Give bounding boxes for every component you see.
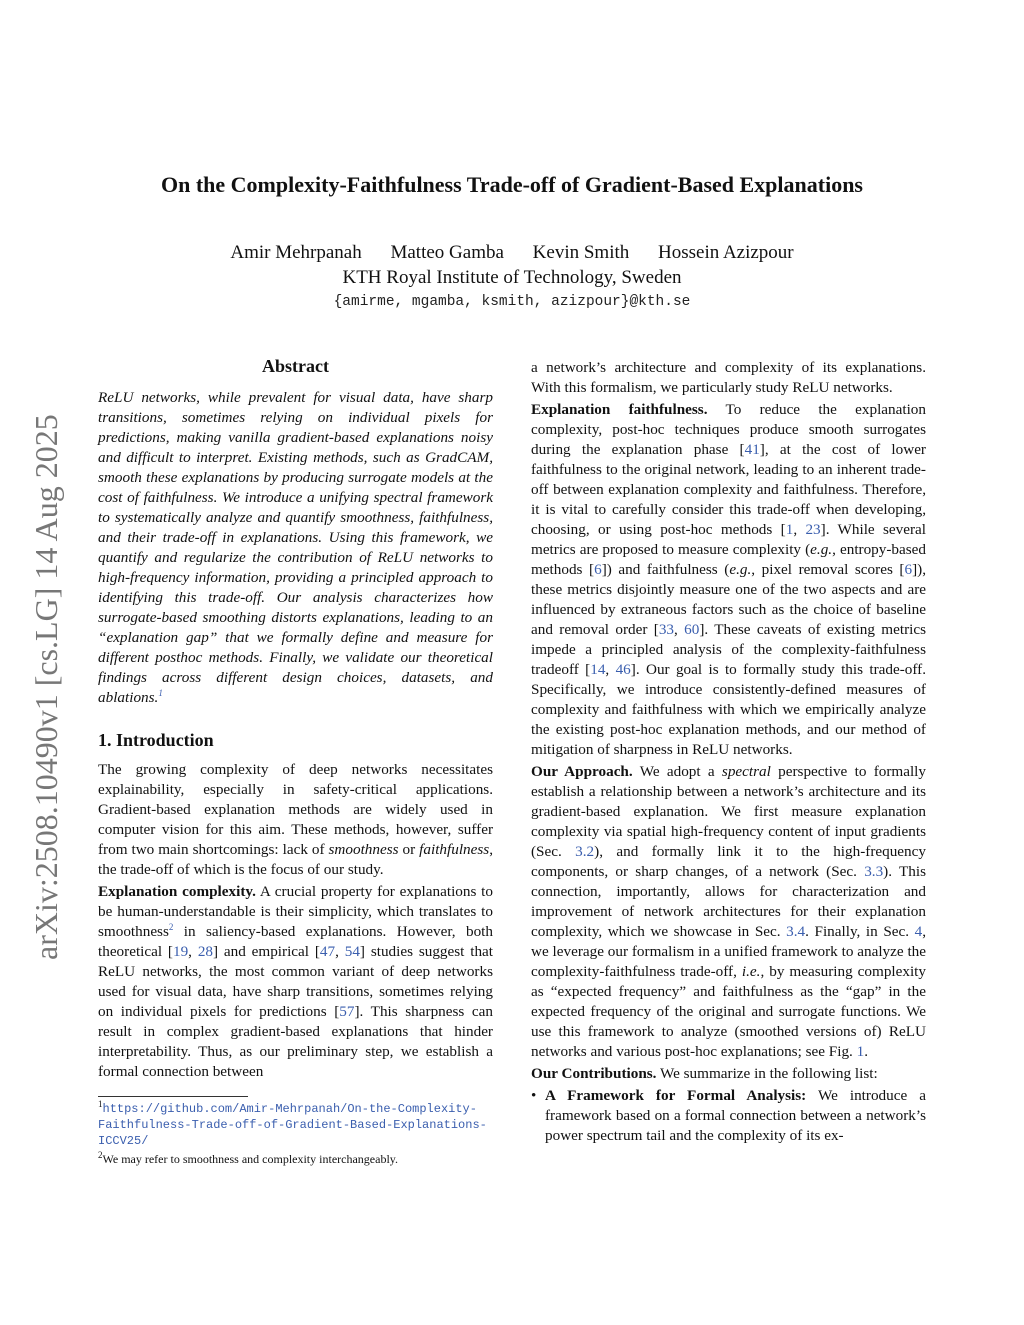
explanation-complexity-heading: Explanation complexity.: [98, 883, 256, 900]
footnote-ref-2[interactable]: 2: [168, 921, 174, 932]
citation-23[interactable]: 23: [805, 521, 821, 538]
citation-57[interactable]: 57: [339, 1003, 355, 1020]
paper-title: On the Complexity-Faithfulness Trade-off of Gradient-Based Explanations: [161, 172, 863, 197]
affiliation: KTH Royal Institute of Technology, Sweden: [342, 267, 682, 288]
figure-link-1[interactable]: 1: [856, 1043, 865, 1060]
author-email[interactable]: {amirme, mgamba, ksmith, azizpour}@kth.se: [333, 294, 691, 310]
citation-41[interactable]: 41: [744, 441, 760, 458]
section-link-4[interactable]: 4: [914, 923, 923, 940]
author-2: Matteo Gamba: [390, 242, 504, 263]
github-link[interactable]: https://github.com/Amir-Mehrpanah/On-the-Complexity-Faithfulness-Trade-off-of-Gradient-Based-Explanations-ICCV25/: [98, 1102, 487, 1148]
our-contributions-heading: Our Contributions.: [531, 1065, 657, 1082]
abstract-text: ReLU networks, while prevalent for visual data, have sharp transitions, sometimes relying on individual pixels for predictions, making vanilla gradient-based explanations noisy and difficult to interpret. Existing methods, such as GradCAM, smooth these explanations by producing surrogate models at the cost of faithfulness. We introduce a unifying spectral framework to systematically analyze and quantify smoothness, faithfulness, and their trade-off in explanations. Using this framework, we quantify and regularize the contribution of ReLU networks to high-frequency information, providing a principled approach to identifying this trade-off. Our analysis characterizes how surrogate-based smoothing distorts explanations, leading to an “explanation gap” that we formally define and measure for different posthoc methods. Finally, we validate our theoretical findings across different design choices, datasets, and ablations.$^1$: [98, 389, 493, 706]
contributions-list: [531, 1086, 926, 1146]
author-1: Amir Mehrpanah: [230, 242, 362, 263]
arxiv-stamp: arXiv:2508.10490v1 [cs.LG] 14 Aug 2025: [28, 414, 64, 960]
citation-54[interactable]: 54: [344, 943, 360, 960]
citation-19[interactable]: 19: [172, 943, 189, 960]
explanation-faithfulness-heading: Explanation faithfulness.: [531, 401, 708, 418]
intro-paragraph-1: The growing complexity of deep networks necessitates explainability, especially in safety-critical applications. Gradient-based explanation methods are widely used in computer vision for this aim. These methods, however, suffer from two main shortcomings: lack of smoothness or faithfulness, the trade-off of which is the focus of our study.: [98, 761, 493, 878]
author-names: [0, 240, 1024, 265]
abstract-heading: Abstract: [262, 356, 329, 376]
footnote-2: $^2$We may refer to smoothness and complexity interchangeably.: [98, 1150, 398, 1166]
faithfulness-paragraph: Explanation faithfulness. To reduce the explanation complexity, post-hoc techniques produce smooth surrogates during the explanation phase [41], at the cost of lower faithfulness to the original network, leading to an inherent trade-off between explanation complexity and faithfulness. Therefore, it is vital to carefully consider this trade-off when developing, choosing, or using post-hoc methods [1, 23]. While several metrics are proposed to measure complexity (e.g., entropy-based methods [6]) and faithfulness (e.g., pixel removal scores [6]), these metrics disjointly measure one of the two aspects and are influenced by extraneous factors such as the choice of baseline and removal order [33, 60]. These caveats of existing metrics impede a principled analysis of the complexity-faithfulness tradeoff [14, 46]. Our goal is to formally study this trade-off. Specifically, we introduce consistently-defined measures of complexity and faithfulness with which we empirically analyze the existing post-hoc explanation methods, and our method of mitigation of sharpness in ReLU networks.: [531, 401, 927, 758]
intro-paragraph-2: Explanation complexity. A crucial property for explanations to be human-understandable is their simplicity, which translates to smoothness$^2$ in saliency-based explanations. However, both theoretical [19, 28] and empirical [47, 54] studies suggest that ReLU networks, the most common variant of deep networks used for visual data, have sharp transitions, sometimes relying on individual pixels for predictions [57]. This sharpness can result in complex gradient-based explanations that hinder interpretability. Thus, as our preliminary step, we establish a formal connection between: [98, 883, 494, 1080]
citation-1[interactable]: 1: [785, 521, 794, 538]
citation-46[interactable]: 46: [615, 661, 631, 678]
author-block: [0, 240, 1024, 315]
section-link-3-4[interactable]: 3.4: [786, 923, 806, 940]
author-4: Hossein Azizpour: [658, 242, 794, 263]
citation-6[interactable]: 6: [594, 561, 602, 578]
citation-47[interactable]: 47: [319, 943, 336, 960]
citation-14[interactable]: 14: [590, 661, 606, 678]
section-link-3-3[interactable]: 3.3: [864, 863, 884, 880]
citation-33[interactable]: 33: [658, 621, 674, 638]
right-column: [531, 352, 926, 1146]
footnote-ref-1[interactable]: 1: [158, 687, 163, 698]
citation-28[interactable]: 28: [197, 943, 213, 960]
intro-heading: 1. Introduction: [98, 730, 214, 750]
approach-paragraph: Our Approach. We adopt a spectral perspective to formally establish a relationship between a network’s architecture and its gradient-based explanation. We first measure explanation complexity via spatial high-frequency content of input gradients (Sec. 3.2), and formally link it to the high-frequency components, or sharp changes, of a network (Sec. 3.3). This connection, importantly, allows for characterization and improvement of network architectures for their explanation complexity, which we showcase in Sec. 3.4. Finally, in Sec. 4, we leverage our formalism in a unified framework to analyze the complexity-faithfulness trade-off, i.e., by measuring complexity as “expected frequency” and faithfulness as the “gap” in the expected frequency of the original and surrogate functions. We use this framework to analyze (smoothed versions of) ReLU networks and various post-hoc explanations; see Fig. 1.: [531, 763, 927, 1060]
right-continuation: a network’s architecture and complexity of its explanations. With this formalism, we particularly study ReLU networks.: [531, 359, 926, 396]
contributions-paragraph: Our Contributions. We summarize in the following list:: [531, 1065, 878, 1082]
left-column: [98, 352, 493, 1167]
footnote-divider: [98, 1096, 248, 1097]
citation-60[interactable]: 60: [684, 621, 700, 638]
author-3: Kevin Smith: [532, 242, 630, 263]
our-approach-heading: Our Approach.: [531, 763, 633, 780]
section-link-3-2[interactable]: 3.2: [575, 843, 595, 860]
footnote-1: $^1$https://github.com/Amir-Mehrpanah/On-the-Complexity-Faithfulness-Trade-off-of-Gradient-Based-Explanations-ICCV25/: [98, 1099, 487, 1148]
citation-6b[interactable]: 6: [904, 561, 913, 578]
list-item: • A Framework for Formal Analysis: We introduce a framework based on a formal connection between a network’s power spectrum tail and the complexity of its ex-: [531, 1086, 926, 1146]
